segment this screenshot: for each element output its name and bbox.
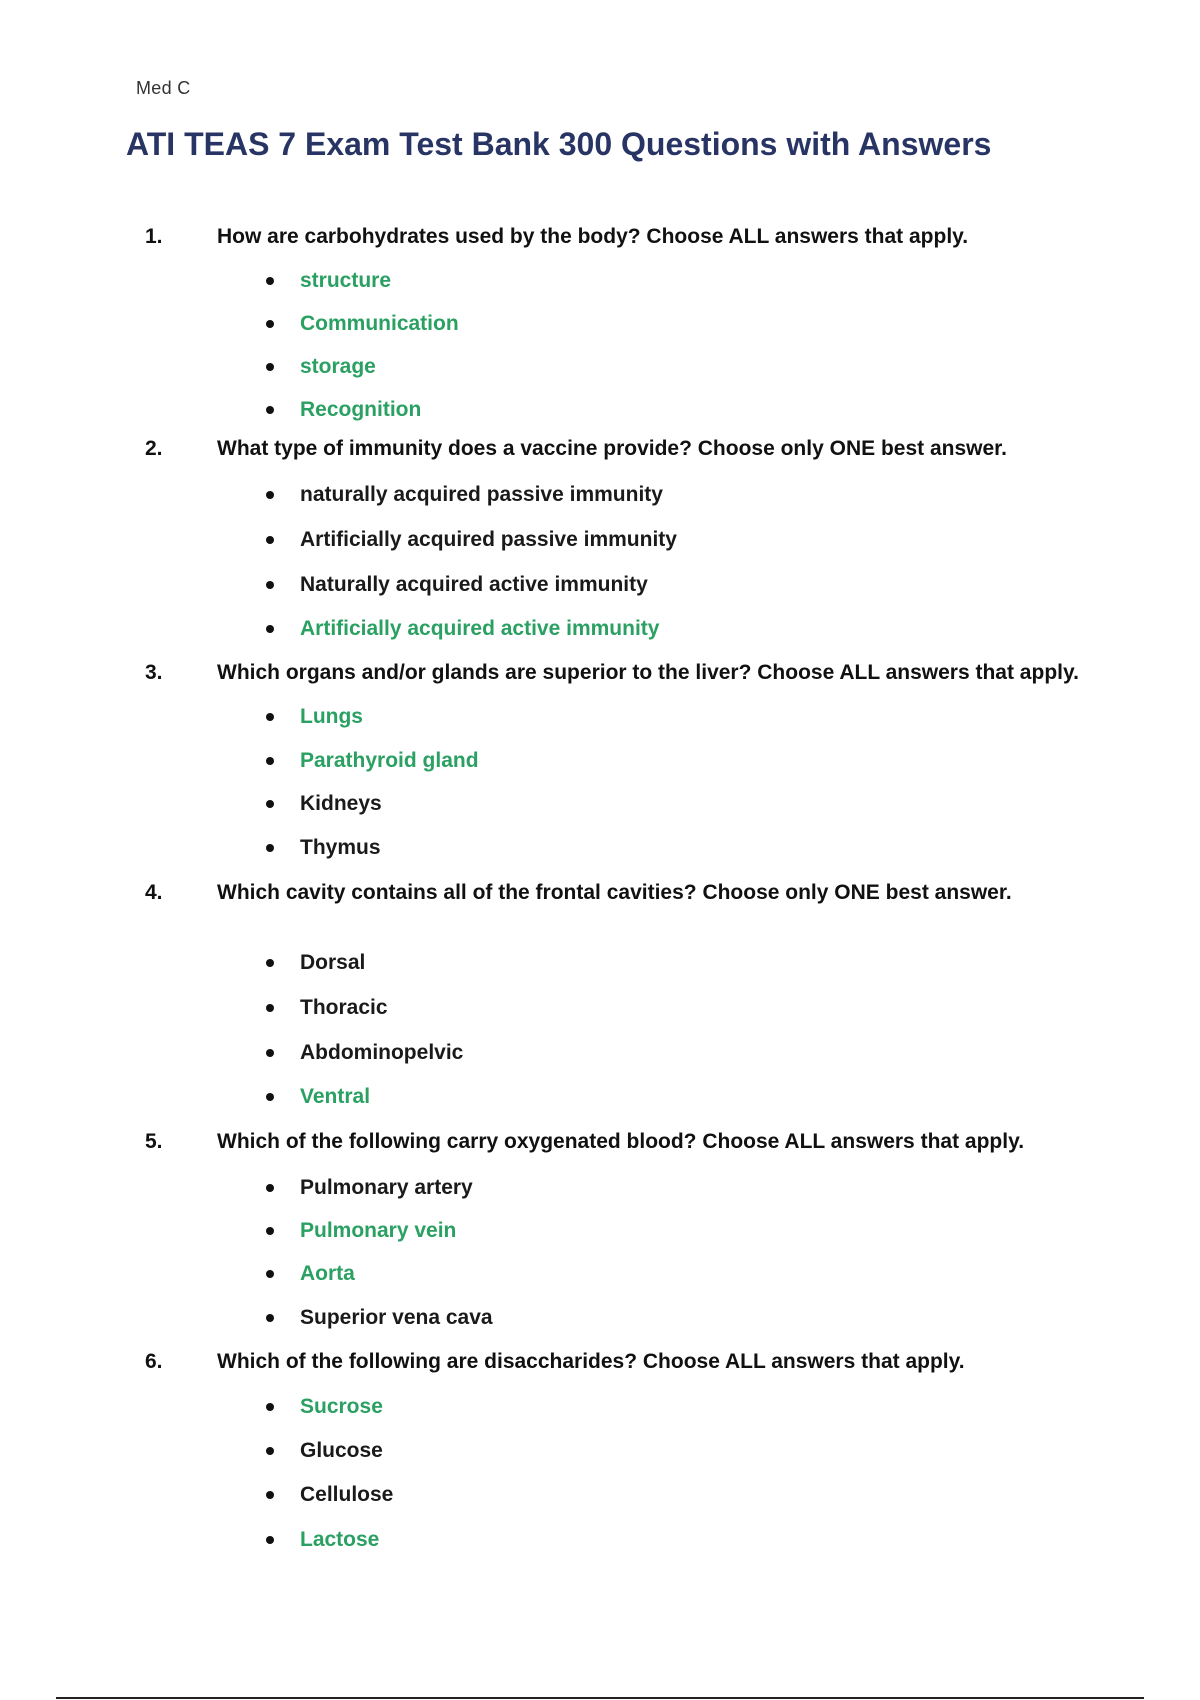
bullet-icon [266, 713, 274, 721]
answer-text: storage [300, 355, 376, 378]
bullet-icon [266, 406, 274, 414]
bullet-icon [266, 1447, 274, 1455]
answer-option-correct [0, 1259, 900, 1289]
answer-text: Artificially acquired passive immunity [300, 528, 677, 551]
question-number: 3. [145, 661, 163, 684]
bullet-icon [266, 320, 274, 328]
answer-option [0, 525, 900, 555]
answer-text: Glucose [300, 1439, 383, 1462]
answer-option [0, 1480, 900, 1510]
bullet-icon [266, 1491, 274, 1499]
answer-option [0, 1303, 900, 1333]
answer-text: structure [300, 269, 392, 292]
bullet-icon [266, 1093, 274, 1101]
answer-text: Superior vena cava [300, 1306, 493, 1329]
answer-text: Lungs [300, 705, 363, 728]
question-text: How are carbohydrates used by the body? Choose ALL answers that apply. [217, 225, 969, 248]
answer-text: Lactose [300, 1528, 380, 1551]
answer-text: Aorta [300, 1262, 355, 1285]
answer-text: Pulmonary vein [300, 1219, 457, 1242]
bottom-divider [56, 1697, 1144, 1699]
answer-option-correct [0, 746, 900, 776]
answer-option-correct [0, 614, 900, 644]
page-title: ATI TEAS 7 Exam Test Bank 300 Questions with Answers [126, 126, 992, 162]
question-text: Which of the following carry oxygenated blood? Choose ALL answers that apply. [217, 1130, 1025, 1153]
answer-option [0, 570, 900, 600]
answer-text: Cellulose [300, 1483, 394, 1506]
bullet-icon [266, 536, 274, 544]
answer-option [0, 993, 900, 1023]
bullet-icon [266, 1403, 274, 1411]
answer-text: Thymus [300, 836, 381, 859]
header-label: Med C [136, 78, 191, 98]
answer-text: Thoracic [300, 996, 388, 1019]
answer-option-correct [0, 1392, 900, 1422]
answer-option-correct [0, 1082, 900, 1112]
question-text: Which of the following are disaccharides? Choose ALL answers that apply. [217, 1350, 965, 1373]
bullet-icon [266, 277, 274, 285]
bullet-icon [266, 363, 274, 371]
answer-option [0, 948, 900, 978]
bullet-icon [266, 1536, 274, 1544]
bullet-icon [266, 1049, 274, 1057]
bullet-icon [266, 844, 274, 852]
bullet-icon [266, 1004, 274, 1012]
bullet-icon [266, 1270, 274, 1278]
bullet-icon [266, 1184, 274, 1192]
bullet-icon [266, 581, 274, 589]
question-number: 6. [145, 1350, 163, 1373]
answer-text: Dorsal [300, 951, 366, 974]
question-number: 1. [145, 225, 163, 248]
answer-option [0, 833, 900, 863]
answer-text: Ventral [300, 1085, 371, 1108]
answer-text: Artificially acquired active immunity [300, 617, 660, 640]
answer-text: Kidneys [300, 792, 382, 815]
bullet-icon [266, 800, 274, 808]
answer-text: Parathyroid gland [300, 749, 479, 772]
answer-option-correct [0, 702, 900, 732]
bullet-icon [266, 959, 274, 967]
answer-option [0, 1038, 900, 1068]
answer-text: Naturally acquired active immunity [300, 573, 648, 596]
question-text: What type of immunity does a vaccine provide? Choose only ONE best answer. [217, 437, 1008, 460]
bullet-icon [266, 491, 274, 499]
answer-option-correct [0, 309, 900, 339]
answer-option-correct [0, 1525, 900, 1555]
question-text: Which cavity contains all of the frontal cavities? Choose only ONE best answer. [217, 881, 1012, 904]
bullet-icon [266, 757, 274, 765]
bullet-icon [266, 1227, 274, 1235]
answer-text: naturally acquired passive immunity [300, 483, 663, 506]
answer-text: Sucrose [300, 1395, 383, 1418]
bullet-icon [266, 1314, 274, 1322]
question-number: 2. [145, 437, 163, 460]
answer-option [0, 1173, 900, 1203]
question-number: 5. [145, 1130, 163, 1153]
question-text: Which organs and/or glands are superior to the liver? Choose ALL answers that apply. [217, 661, 1079, 684]
question-number: 4. [145, 881, 163, 904]
answer-option-correct [0, 352, 900, 382]
answer-option-correct [0, 1216, 900, 1246]
answer-text: Recognition [300, 398, 422, 421]
answer-text: Communication [300, 312, 459, 335]
answer-option [0, 1436, 900, 1466]
answer-option-correct [0, 395, 900, 425]
answer-option [0, 789, 900, 819]
answer-option-correct [0, 266, 900, 296]
answer-text: Abdominopelvic [300, 1041, 464, 1064]
answer-option [0, 480, 900, 510]
answer-text: Pulmonary artery [300, 1176, 473, 1199]
bullet-icon [266, 625, 274, 633]
